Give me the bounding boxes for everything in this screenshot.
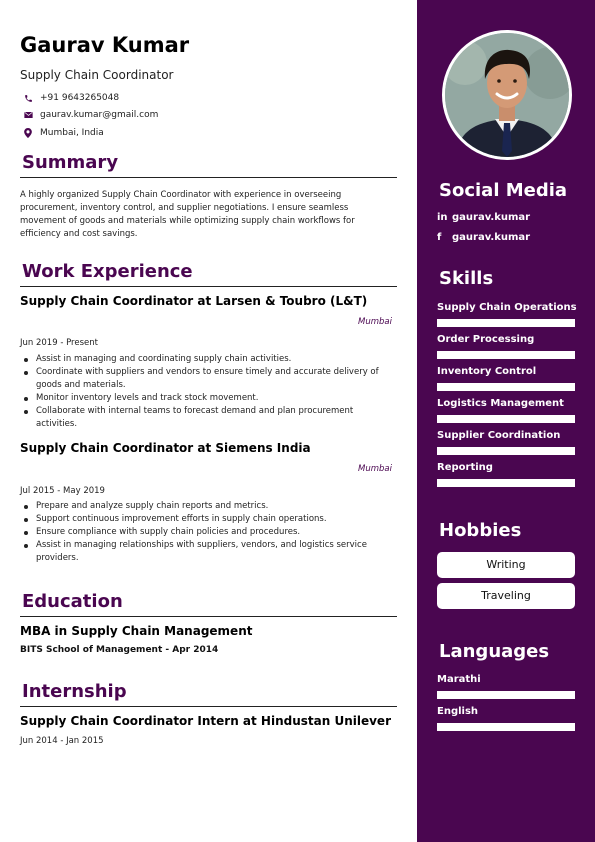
social-handle: gaurav.kumar xyxy=(452,232,531,243)
skill-bar xyxy=(437,383,575,391)
language-label: Marathi xyxy=(437,674,481,685)
contact-email xyxy=(24,110,158,120)
list-item: Assist in managing relationships with suppliers, vendors, and logistics service providers. xyxy=(36,539,392,565)
list-item: Assist in managing and coordinating supply chain activities. xyxy=(36,353,392,366)
social-handle: gaurav.kumar xyxy=(452,212,531,223)
list-item: Monitor inventory levels and track stock movement. xyxy=(36,392,392,405)
list-item: Prepare and analyze supply chain reports and metrics. xyxy=(36,500,392,513)
skill-label: Reporting xyxy=(437,462,493,473)
skill-bar xyxy=(437,415,575,423)
contact-phone xyxy=(24,93,119,103)
social-heading: Social Media xyxy=(439,180,568,201)
skill-bar xyxy=(437,351,575,359)
email-icon xyxy=(24,111,40,119)
job-dates-1: Jun 2019 - Present xyxy=(20,338,98,348)
education-heading: Education xyxy=(22,591,123,612)
internship-role: Supply Chain Coordinator Intern at Hindustan Unilever xyxy=(20,714,391,728)
job-title-2: Supply Chain Coordinator at Siemens India xyxy=(20,441,311,455)
summary-heading: Summary xyxy=(22,152,119,173)
list-item: Ensure compliance with supply chain policies and procedures. xyxy=(36,526,392,539)
list-item: Collaborate with internal teams to forecast demand and plan procurement activities. xyxy=(36,405,392,431)
list-item: Support continuous improvement efforts in supply chain operations. xyxy=(36,513,392,526)
language-label: English xyxy=(437,706,479,717)
skill-label: Supply Chain Operations xyxy=(437,302,577,313)
candidate-name: Gaurav Kumar xyxy=(20,33,190,57)
education-divider xyxy=(20,616,397,617)
skill-label: Order Processing xyxy=(437,334,535,345)
skills-heading: Skills xyxy=(439,268,494,289)
education-degree: MBA in Supply Chain Management xyxy=(20,624,253,638)
phone-icon xyxy=(24,94,40,103)
job-location-2: Mumbai xyxy=(358,464,392,474)
experience-heading: Work Experience xyxy=(22,261,193,282)
job-bullets-1 xyxy=(36,353,392,431)
summary-divider xyxy=(20,177,397,178)
candidate-role: Supply Chain Coordinator xyxy=(20,68,174,82)
languages-heading: Languages xyxy=(439,641,550,662)
hobby-traveling: Traveling xyxy=(437,583,575,609)
contact-location xyxy=(24,128,104,138)
job-location-1: Mumbai xyxy=(358,317,392,327)
skill-bar xyxy=(437,319,575,327)
map-pin-icon xyxy=(24,128,40,138)
sidebar xyxy=(417,0,595,842)
email-text[interactable]: gaurav.kumar@gmail.com xyxy=(40,110,159,120)
education-school: BITS School of Management - Apr 2014 xyxy=(20,645,219,655)
hobbies-heading: Hobbies xyxy=(439,520,522,541)
phone-text: +91 9643265048 xyxy=(40,93,120,103)
skill-label: Supplier Coordination xyxy=(437,430,561,441)
list-item: Coordinate with suppliers and vendors to ensure timely and accurate delivery of goods and materials. xyxy=(36,366,392,392)
job-title-1: Supply Chain Coordinator at Larsen & Toubro (L&T) xyxy=(20,294,368,308)
internship-divider xyxy=(20,706,397,707)
skill-label: Logistics Management xyxy=(437,398,564,409)
internship-dates: Jun 2014 - Jan 2015 xyxy=(20,736,104,746)
job-dates-2: Jul 2015 - May 2019 xyxy=(20,486,105,496)
language-bar xyxy=(437,723,575,731)
location-text: Mumbai, India xyxy=(40,128,104,138)
profile-photo xyxy=(442,30,572,160)
language-bar xyxy=(437,691,575,699)
skill-label: Inventory Control xyxy=(437,366,537,377)
internship-heading: Internship xyxy=(22,681,127,702)
experience-divider xyxy=(20,286,397,287)
skill-bar xyxy=(437,447,575,455)
skill-bar xyxy=(437,479,575,487)
hobby-writing: Writing xyxy=(437,552,575,578)
linkedin-icon: in xyxy=(437,212,448,223)
summary-text: A highly organized Supply Chain Coordinator with experience in overseeing procurement, inventory control, and supplier negotiations. I ensure seamless movement of goods and materials while optimizing supply chain workflows for efficiency and cost savings. xyxy=(20,190,355,239)
facebook-icon: f xyxy=(437,232,442,243)
social-item-facebook[interactable] xyxy=(437,232,530,243)
social-item-linkedin[interactable] xyxy=(437,212,530,223)
job-bullets-2 xyxy=(36,500,392,565)
